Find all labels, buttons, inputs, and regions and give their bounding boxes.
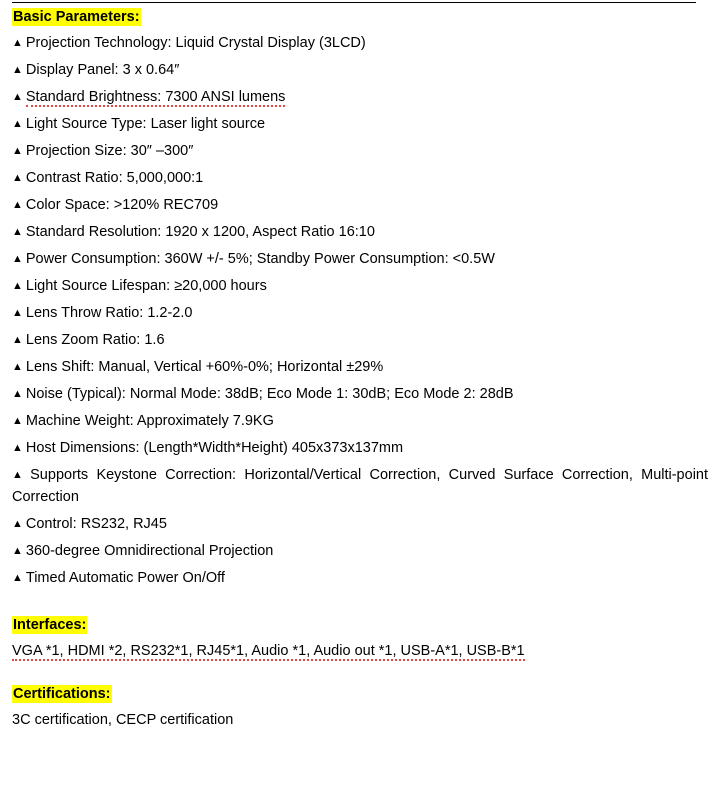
spec-line xyxy=(12,140,708,162)
section-heading-basic-parameters-row xyxy=(12,8,708,26)
spec-text: Timed Automatic Power On/Off xyxy=(25,570,225,586)
triangle-bullet-icon: ▲ xyxy=(12,360,23,373)
spec-line xyxy=(12,383,708,405)
triangle-bullet-icon: ▲ xyxy=(12,387,23,400)
spec-line xyxy=(12,167,708,189)
document-content xyxy=(12,0,708,731)
spec-text: Projection Size: 30″ –300″ xyxy=(25,143,194,159)
spec-line xyxy=(12,248,708,270)
spec-text: Color Space: >120% REC709 xyxy=(25,196,219,213)
section-heading-interfaces-row xyxy=(12,616,708,634)
section-heading-interfaces: Interfaces: xyxy=(13,616,87,633)
triangle-bullet-icon: ▲ xyxy=(12,306,23,319)
section-heading-certifications-row xyxy=(12,685,708,703)
spec-text: Contrast Ratio: 5,000,000:1 xyxy=(25,169,204,186)
spec-line xyxy=(12,329,708,351)
triangle-bullet-icon: ▲ xyxy=(12,279,23,292)
spec-text: Lens Shift: Manual, Vertical +60%-0%; Horizontal ±29% xyxy=(25,358,384,375)
triangle-bullet-icon: ▲ xyxy=(12,518,23,531)
triangle-bullet-icon: ▲ xyxy=(12,333,23,346)
spec-line xyxy=(12,464,708,509)
triangle-bullet-icon: ▲ xyxy=(12,198,23,211)
spec-text: Standard Brightness: 7300 ANSI lumens xyxy=(25,89,286,106)
triangle-bullet-icon: ▲ xyxy=(12,414,23,427)
spec-line xyxy=(12,540,708,562)
section-heading-basic-parameters: Basic Parameters: xyxy=(13,9,140,25)
triangle-bullet-icon: ▲ xyxy=(12,441,23,454)
triangle-bullet-icon: ▲ xyxy=(12,545,23,558)
spec-line xyxy=(12,194,708,216)
spec-text: Light Source Lifespan: ≥20,000 hours xyxy=(25,277,267,294)
triangle-bullet-icon: ▲ xyxy=(12,572,23,584)
triangle-bullet-icon: ▲ xyxy=(12,91,23,104)
spec-text: Machine Weight: Approximately 7.9KG xyxy=(25,412,274,429)
spec-line xyxy=(12,437,708,459)
section-spacer xyxy=(12,594,708,616)
spec-line xyxy=(12,410,708,432)
spec-text: Light Source Type: Laser light source xyxy=(25,116,266,133)
spec-text: Host Dimensions: (Length*Width*Height) 405x373x137mm xyxy=(25,439,404,456)
triangle-bullet-icon: ▲ xyxy=(12,37,23,50)
triangle-bullet-icon: ▲ xyxy=(12,468,28,481)
triangle-bullet-icon: ▲ xyxy=(12,145,23,157)
header-rule xyxy=(12,2,696,3)
spec-text: Power Consumption: 360W +/- 5%; Standby Power Consumption: <0.5W xyxy=(25,250,495,267)
triangle-bullet-icon: ▲ xyxy=(12,118,23,131)
spec-text: Lens Zoom Ratio: 1.6 xyxy=(25,331,165,348)
spec-text: Control: RS232, RJ45 xyxy=(25,516,167,533)
spec-line xyxy=(12,275,708,297)
spec-text: 360-degree Omnidirectional Projection xyxy=(25,543,274,560)
triangle-bullet-icon: ▲ xyxy=(12,252,23,265)
interfaces-body xyxy=(12,640,708,662)
spec-text: Noise (Typical): Normal Mode: 38dB; Eco Mode 1: 30dB; Eco Mode 2: 28dB xyxy=(25,385,514,402)
spec-text: Lens Throw Ratio: 1.2-2.0 xyxy=(25,304,193,321)
section-heading-certifications: Certifications: xyxy=(13,685,111,702)
spec-line xyxy=(12,32,708,54)
triangle-bullet-icon: ▲ xyxy=(12,64,23,77)
spec-line xyxy=(12,356,708,378)
certifications-body xyxy=(12,709,708,731)
interfaces-text: VGA *1, HDMI *2, RS232*1, RJ45*1, Audio *1, Audio out *1, USB-A*1, USB-B*1 xyxy=(12,643,525,660)
spec-text: Standard Resolution: 1920 x 1200, Aspect Ratio 16:10 xyxy=(25,223,375,240)
spec-text: Projection Technology: Liquid Crystal Display (3LCD) xyxy=(25,35,366,52)
triangle-bullet-icon: ▲ xyxy=(12,171,23,184)
spec-line xyxy=(12,221,708,243)
spec-line xyxy=(12,567,708,589)
spec-line xyxy=(12,59,708,81)
certifications-text: 3C certification, CECP certification xyxy=(12,711,234,728)
spec-line xyxy=(12,86,708,108)
section-spacer xyxy=(12,663,708,685)
spec-text: Supports Keystone Correction: Horizontal/Vertical Correction, Curved Surface Correction, Multi-point Correction xyxy=(12,466,709,506)
spec-text: Display Panel: 3 x 0.64″ xyxy=(25,62,180,79)
spec-line xyxy=(12,513,708,535)
spec-line xyxy=(12,113,708,135)
spec-line xyxy=(12,302,708,324)
triangle-bullet-icon: ▲ xyxy=(12,225,23,238)
